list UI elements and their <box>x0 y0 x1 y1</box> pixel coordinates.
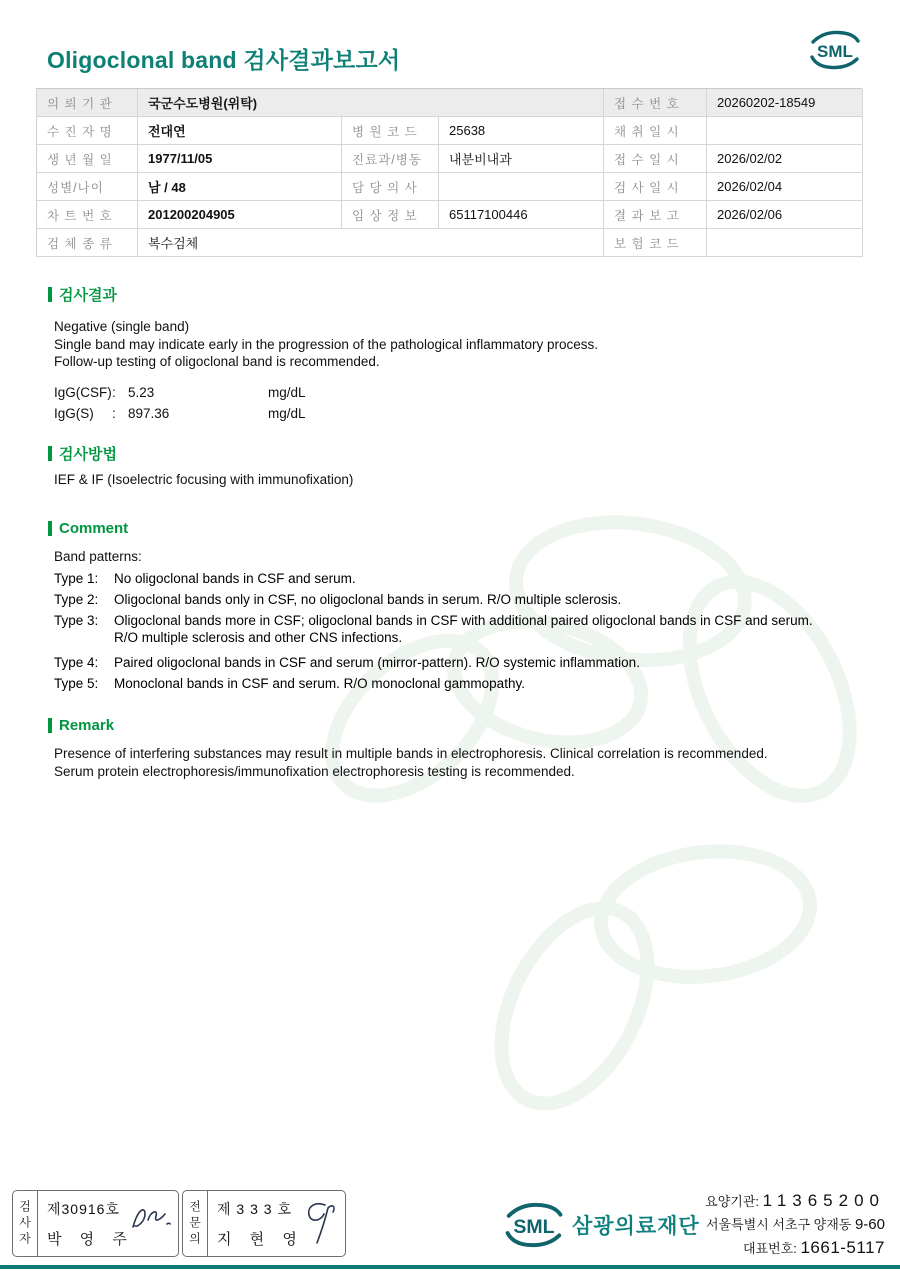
info-label: 검 사 일 시 <box>604 173 707 201</box>
section-heading-remark <box>48 717 114 734</box>
info-label: 병 원 코 드 <box>342 117 439 145</box>
info-value: 25638 <box>439 117 604 145</box>
section-title: Comment <box>59 520 129 537</box>
info-value <box>439 173 604 201</box>
remark-text <box>54 745 869 780</box>
sml-logo-text: SML <box>513 1216 555 1239</box>
info-value: 복수검체 <box>138 229 604 257</box>
footer-contact-info <box>705 1189 885 1260</box>
section-bar <box>48 718 52 733</box>
info-value: 2026/02/06 <box>707 201 863 229</box>
info-value: 1977/11/05 <box>138 145 342 173</box>
organization-name: 삼광의료재단 <box>572 1215 700 1238</box>
remark-line: Serum protein electrophoresis/immunofixation electrophoresis testing is recommended. <box>54 763 575 779</box>
info-value: 65117100446 <box>439 201 604 229</box>
tester-name: 박 영 주 <box>47 1231 134 1248</box>
phone-line <box>705 1236 885 1260</box>
measurement-value: 897.36 <box>128 406 170 421</box>
info-label: 채 취 일 시 <box>604 117 707 145</box>
remark-line: Presence of interfering substances may result in multiple bands in electrophoresis. Clinical correlation is recommended. <box>54 746 768 761</box>
address-text: 서울특별시 서초구 양재동 <box>705 1217 852 1232</box>
section-bar <box>48 521 52 536</box>
info-label: 차 트 번 호 <box>37 201 138 229</box>
type-label: Type 5: <box>54 676 99 691</box>
info-label: 수 진 자 명 <box>37 117 138 145</box>
info-value: 전대연 <box>138 117 342 145</box>
section-title: 검사결과 <box>59 287 117 304</box>
measurement-unit: mg/dL <box>268 406 306 421</box>
sml-logo-mark <box>503 1202 565 1248</box>
measurement-unit: mg/dL <box>268 385 306 400</box>
tester-cert-number: 제30916호 <box>47 1201 120 1217</box>
measurement-row <box>54 382 306 403</box>
result-line: Negative (single band) <box>54 319 190 334</box>
tester-stamp-content <box>38 1191 178 1256</box>
section-heading-comment <box>48 520 128 537</box>
tester-stamp-box <box>12 1190 179 1257</box>
section-heading-results <box>48 284 117 305</box>
section-title: Remark <box>59 717 115 734</box>
info-label: 접 수 번 호 <box>604 89 707 117</box>
sml-logo-text: SML <box>817 42 853 61</box>
sml-logo <box>808 30 862 75</box>
specialist-stamp-content <box>208 1191 345 1256</box>
page-title: Oligoclonal band 검사결과보고서 <box>47 47 401 73</box>
care-org-line <box>705 1189 885 1213</box>
type-text: Paired oligoclonal bands in CSF and serum (mirror-pattern). R/O systemic inflammation. <box>114 655 640 670</box>
info-value: 2026/02/04 <box>707 173 863 201</box>
comment-type <box>54 654 820 671</box>
info-label: 검 체 종 류 <box>37 229 138 257</box>
type-text: Oligoclonal bands more in CSF; oligoclonal bands in CSF with additional paired oligoclonal bands in CSF and serum. R/O multiple sclerosis and other CNS infections. <box>114 613 813 645</box>
type-text: No oligoclonal bands in CSF and serum. <box>114 571 356 586</box>
tester-signature-icon <box>130 1203 174 1233</box>
type-label: Type 3: <box>54 613 99 628</box>
info-value <box>707 229 863 257</box>
info-label: 보 험 코 드 <box>604 229 707 257</box>
comment-type <box>54 675 820 692</box>
comment-type <box>54 612 820 646</box>
specialist-cert-number: 제 3 3 3 호 <box>217 1201 292 1217</box>
info-value: 남 / 48 <box>138 173 342 201</box>
address-line <box>705 1213 885 1236</box>
section-bar <box>48 446 52 461</box>
specialist-signature-icon <box>299 1199 339 1251</box>
info-label: 의 뢰 기 관 <box>37 89 138 117</box>
measurement-row <box>54 403 306 424</box>
care-org-label: 요양기관: <box>705 1194 759 1209</box>
measurement-name: IgG(CSF) <box>54 385 112 400</box>
method-text: IEF & IF (Isoelectric focusing with immunofixation) <box>54 472 354 487</box>
type-label: Type 2: <box>54 592 99 607</box>
info-label: 담 당 의 사 <box>342 173 439 201</box>
info-value: 국군수도병원(위탁) <box>138 89 604 117</box>
phone-number: 1661-5117 <box>800 1238 885 1257</box>
info-label: 성별/나이 <box>37 173 138 201</box>
measurement-value: 5.23 <box>128 385 155 400</box>
specialist-stamp-box <box>182 1190 346 1257</box>
result-line: Single band may indicate early in the progression of the pathological inflammatory process. <box>54 336 599 352</box>
section-title: 검사방법 <box>59 446 117 463</box>
patient-info-table <box>36 88 862 257</box>
measurement-separator: : <box>112 406 116 421</box>
phone-label: 대표번호: <box>742 1241 797 1256</box>
type-text: Monoclonal bands in CSF and serum. R/O monoclonal gammopathy. <box>114 676 525 691</box>
measurement-separator: : <box>112 385 116 400</box>
info-label: 생 년 월 일 <box>37 145 138 173</box>
specialist-role-label: 전문의 <box>183 1191 208 1256</box>
measurement-name: IgG(S) <box>54 406 94 421</box>
section-bar <box>48 287 52 302</box>
info-value: 2026/02/02 <box>707 145 863 173</box>
tester-role-label: 검사자 <box>13 1191 38 1256</box>
info-value: 내분비내과 <box>439 145 604 173</box>
result-measurements <box>54 382 306 424</box>
comment-intro: Band patterns: <box>54 549 142 564</box>
result-line: Follow-up testing of oligoclonal band is recommended. <box>54 354 380 369</box>
footer-sml-logo <box>503 1202 700 1248</box>
care-org-number: 11365200 <box>762 1191 885 1210</box>
info-label: 접 수 일 시 <box>604 145 707 173</box>
info-value <box>707 117 863 145</box>
info-value: 20260202-18549 <box>707 89 863 117</box>
type-text: Oligoclonal bands only in CSF, no oligoclonal bands in serum. R/O multiple sclerosis. <box>114 592 622 607</box>
bottom-border <box>0 1265 900 1269</box>
section-heading-method <box>48 443 117 464</box>
info-label: 결 과 보 고 <box>604 201 707 229</box>
comment-type-list <box>54 570 820 696</box>
info-value: 201200204905 <box>138 201 342 229</box>
specialist-name: 지 현 영 <box>217 1231 304 1248</box>
info-label: 임 상 정 보 <box>342 201 439 229</box>
address-number: 9-60 <box>854 1216 885 1233</box>
result-text <box>54 318 864 371</box>
type-label: Type 1: <box>54 571 99 586</box>
type-label: Type 4: <box>54 655 99 670</box>
info-label: 진료과/병동 <box>342 145 439 173</box>
comment-type <box>54 591 820 608</box>
comment-type <box>54 570 820 587</box>
